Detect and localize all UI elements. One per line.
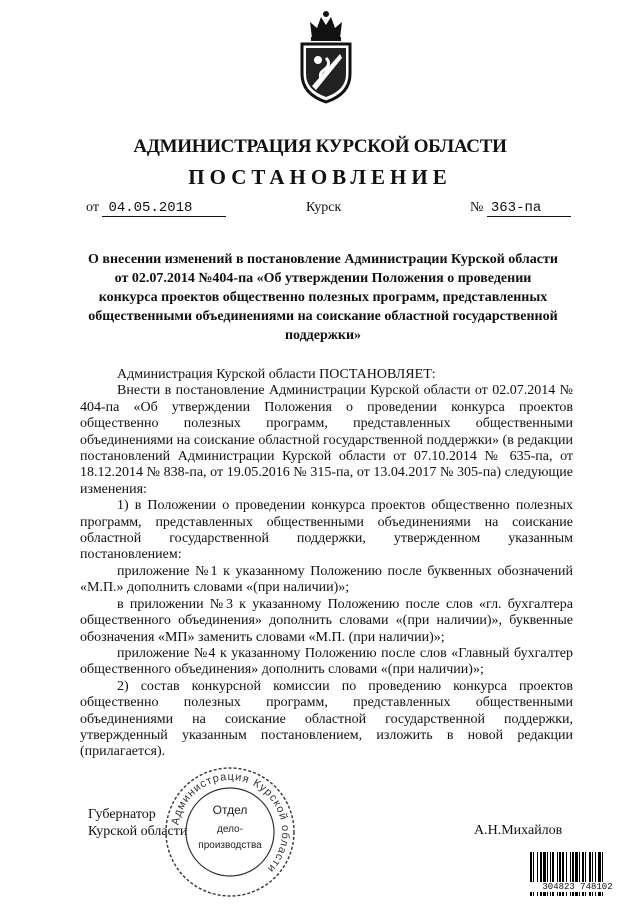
coat-of-arms-emblem (296, 8, 356, 104)
round-stamp (160, 762, 300, 902)
signatory-name: А.Н.Михайлов (474, 823, 563, 838)
document-type-title: ПОСТАНОВЛЕНИЕ (188, 165, 452, 189)
stamp-ring-text: Администрация Курской области (169, 770, 292, 876)
body-paragraph: 1) в Положении о проведении конкурса проектов общественно полезных программ, представленных общественными объединениями на соискание областной государственной поддержки, утвержденном указанным постановлением: (80, 498, 573, 563)
body-paragraph: Внести в постановление Администрации Курской области от 02.07.2014 № 404-па «Об утверждении Положения о проведении конкурса проектов общественно полезных программ, представленных общественными объединениями на соискание областной государственной поддержки» (в редакции постановлений Администрации Курской области от 07.10.2014 № 635-па, от 18.12.2014 № 838-па, от 19.05.2016 № 315-па, от 13.04.2017 № 305-па) следующие изменения: (80, 383, 573, 497)
signatory-title-line: Курской области (88, 824, 188, 839)
stamp-center-text: производства (198, 840, 262, 851)
document-subject: О внесении изменений в постановление Администрации Курской области от 02.07.2014 №404-па «Об утверждении Положения о проведении конкурса проектов общественно полезных программ, представленных общественными объединениями на соискание областной государственной поддержки» (88, 252, 558, 343)
document-city: Курск (306, 200, 342, 215)
body-paragraph: 2) состав конкурсной комиссии по проведению конкурса проектов общественно полезных программ, представленных общественными объединениями на соискание областной государственной поддержки, утвержденный указанным постановлением, изложить в новой редакции (прилагается). (80, 678, 573, 760)
stamp-center-text: дело- (217, 824, 243, 835)
document-number-field (470, 200, 571, 217)
date-prefix: от (86, 200, 99, 215)
number-prefix: № (470, 200, 484, 215)
barcode-number: 304823 748102 (529, 882, 626, 892)
organization-name: АДМИНИСТРАЦИЯ КУРСКОЙ ОБЛАСТИ (133, 136, 507, 157)
document-number: 363-па (487, 200, 571, 217)
signatory-title-line: Губернатор (88, 807, 156, 822)
document-date: 04.05.2018 (102, 200, 226, 217)
document-body (80, 367, 573, 761)
document-date-field (86, 200, 226, 217)
body-paragraph: Администрация Курской области ПОСТАНОВЛЯЕТ: (117, 367, 436, 382)
body-paragraph: в приложении №3 к указанному Положению после слов «гл. бухгалтера общественного объединения» дополнить словами «(при наличии)», буквенные обозначения «МП» заменить словами «М.П. (при наличии)»; (80, 596, 573, 645)
body-paragraph: приложение №1 к указанному Положению после буквенных обозначений «М.П.» дополнить словами «(при наличии)»; (80, 563, 573, 596)
body-paragraph: приложение №4 к указанному Положению после слов «Главный бухгалтер общественного объединения» дополнить словами «(при наличии)»; (80, 645, 573, 678)
stamp-center-text: Отдел (212, 803, 248, 817)
